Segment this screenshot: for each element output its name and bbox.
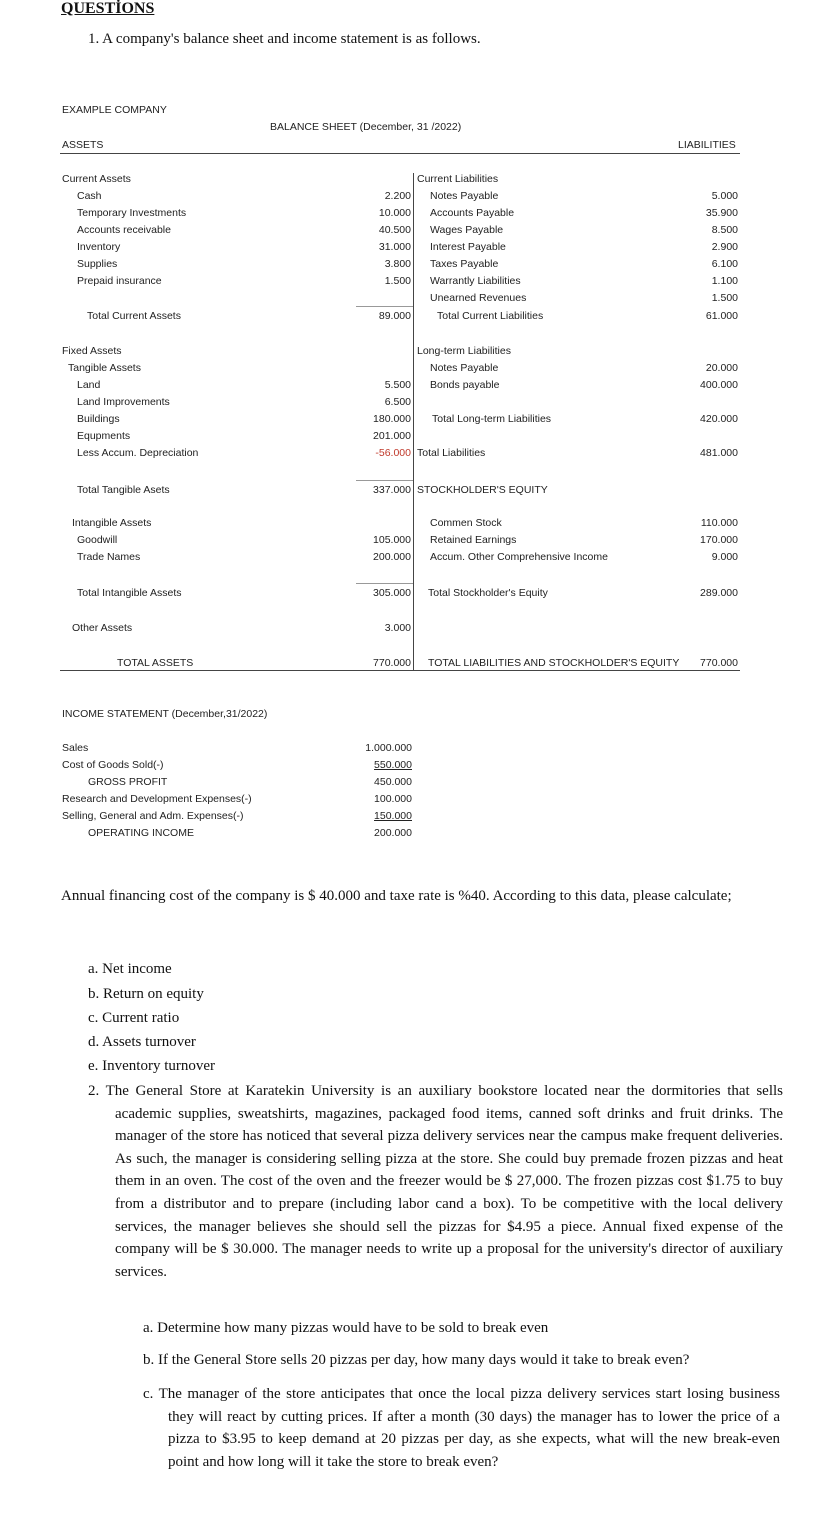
income-label: OPERATING INCOME	[88, 827, 194, 839]
asset-label: Total Intangible Assets	[77, 587, 182, 599]
asset-label: Equpments	[77, 430, 131, 442]
income-value: 1.000.000	[365, 742, 412, 754]
liability-label: Accum. Other Comprehensive Income	[430, 551, 608, 563]
liability-value: 61.000	[705, 310, 738, 322]
liability-value: 20.000	[705, 362, 738, 374]
asset-value: 305.000	[373, 587, 411, 599]
asset-label: Less Accum. Depreciation	[77, 447, 199, 459]
asset-value: 2.200	[384, 190, 411, 202]
asset-label: Current Assets	[62, 173, 131, 185]
liability-label: Unearned Revenues	[430, 292, 527, 304]
liability-label: STOCKHOLDER'S EQUITY	[417, 484, 548, 496]
liability-value: 770.000	[700, 657, 738, 669]
asset-value: 201.000	[373, 430, 411, 442]
asset-value: 89.000	[378, 310, 411, 322]
question-1-item: e. Inventory turnover	[88, 1058, 216, 1074]
asset-label: Other Assets	[72, 622, 133, 634]
liability-value: 481.000	[700, 447, 738, 459]
asset-value: 6.500	[384, 396, 411, 408]
liability-value: 6.100	[711, 258, 738, 270]
left-total-rule	[356, 583, 413, 584]
asset-value: 3.800	[384, 258, 411, 270]
asset-label: Prepaid insurance	[77, 275, 162, 287]
income-value: 200.000	[374, 827, 412, 839]
question-1-item: c. Current ratio	[88, 1010, 180, 1026]
liability-label: Interest Payable	[430, 241, 506, 253]
liability-label: Retained Earnings	[430, 534, 517, 546]
question-2-item-b: b. If the General Store sells 20 pizzas per day, how many days would it take to break even?	[143, 1352, 690, 1368]
income-label: Selling, General and Adm. Expenses(-)	[62, 810, 244, 822]
liability-label: Wages Payable	[430, 224, 504, 236]
asset-label: Inventory	[77, 241, 121, 253]
liability-value: 289.000	[700, 587, 738, 599]
asset-value: -56.000	[375, 447, 411, 459]
asset-label: Trade Names	[77, 551, 141, 563]
asset-value: 10.000	[378, 207, 411, 219]
asset-value: 3.000	[384, 622, 411, 634]
asset-label: TOTAL ASSETS	[117, 657, 194, 669]
income-label: Sales	[62, 742, 89, 754]
asset-label: Buildings	[77, 413, 120, 425]
liability-label: Total Stockholder's Equity	[428, 587, 548, 599]
question-1-item: d. Assets turnover	[88, 1034, 196, 1050]
question-1-item: b. Return on equity	[88, 986, 204, 1002]
header-rule	[60, 153, 740, 154]
liability-value: 1.100	[711, 275, 738, 287]
company-name: EXAMPLE COMPANY	[62, 104, 167, 116]
asset-label: Total Current Assets	[87, 310, 181, 322]
liability-value: 35.900	[705, 207, 738, 219]
asset-value: 200.000	[373, 551, 411, 563]
question-2-text: 2. The General Store at Karatekin University is an auxiliary bookstore located near the dormitories that sells academic supplies, sweatshirts, magazines, packaged food items, canned soft drinks and fruit drinks. The manager of the store has noticed that several pizza delivery services near the campus make frequent deliveries. As such, the manager is considering selling pizza at the store. She could buy premade frozen pizzas and heat them in an oven. The cost of the oven and the freezer would be $ 27,000. The frozen pizzas cost $1.75 to buy from a distributor and to prepare (including labor cand a box). To be competitive with the local delivery services, the manager believes she should sell the pizzas for $4.95 a piece. Annual fixed expense of the company will be $ 30.000. The manager needs to write up a proposal for the university's director of auxiliary services.	[88, 1083, 783, 1280]
asset-label: Goodwill	[77, 534, 118, 546]
income-value: 450.000	[374, 776, 412, 788]
question-1-item: a. Net income	[88, 961, 172, 977]
column-divider	[413, 173, 414, 670]
question-2-item-a: a. Determine how many pizzas would have to be sold to break even	[143, 1320, 549, 1336]
asset-value: 770.000	[373, 657, 411, 669]
asset-value: 40.500	[378, 224, 411, 236]
income-value: 100.000	[374, 793, 412, 805]
income-label: GROSS PROFIT	[88, 776, 168, 788]
left-total-rule	[356, 306, 413, 307]
liability-label: Commen Stock	[430, 517, 502, 529]
liability-label: Current Liabilities	[417, 173, 499, 185]
liability-value: 110.000	[700, 517, 738, 529]
question-1-intro: 1. A company's balance sheet and income statement is as follows.	[88, 31, 481, 47]
asset-label: Temporary Investments	[77, 207, 187, 219]
income-label: Cost of Goods Sold(-)	[62, 759, 164, 771]
asset-label: Land Improvements	[77, 396, 170, 408]
asset-label: Fixed Assets	[62, 345, 122, 357]
liability-label: Total Current Liabilities	[437, 310, 544, 322]
liability-label: Total Long-term Liabilities	[432, 413, 552, 425]
liability-value: 400.000	[700, 379, 738, 391]
income-value: 150.000	[374, 810, 412, 822]
asset-value: 31.000	[378, 241, 411, 253]
asset-label: Land	[77, 379, 101, 391]
liability-value: 9.000	[711, 551, 738, 563]
question-2-item-c: c. The manager of the store anticipates that once the local pizza delivery services start losing business they will react by cutting prices. If after a month (30 days) the manager has to lower the price of a pizza to $3.95 to keep demand at 20 pizzas per day, as she expects, what will the new break-even point and how long will it take the store to break even?	[143, 1386, 780, 1470]
assets-header: ASSETS	[62, 139, 104, 151]
balance-sheet-title: BALANCE SHEET (December, 31 /2022)	[270, 121, 462, 133]
liability-label: Accounts Payable	[430, 207, 515, 219]
asset-value: 180.000	[373, 413, 411, 425]
liability-label: TOTAL LIABILITIES AND STOCKHOLDER'S EQUITY	[428, 657, 680, 669]
liability-label: Notes Payable	[430, 190, 499, 202]
liabilities-header: LIABILITIES	[678, 139, 736, 151]
financing-text: Annual financing cost of the company is $ 40.000 and taxe rate is %40. According to this data, please calculate;	[61, 888, 732, 904]
asset-label: Accounts receivable	[77, 224, 171, 236]
asset-value: 5.500	[384, 379, 411, 391]
liability-label: Bonds payable	[430, 379, 500, 391]
liability-value: 8.500	[711, 224, 738, 236]
liability-label: Taxes Payable	[430, 258, 499, 270]
asset-label: Cash	[77, 190, 102, 202]
liability-label: Long-term Liabilities	[417, 345, 511, 357]
asset-label: Total Tangible Asets	[77, 484, 170, 496]
left-total-rule	[356, 480, 413, 481]
asset-label: Tangible Assets	[68, 362, 141, 374]
asset-label: Supplies	[77, 258, 118, 270]
asset-value: 1.500	[384, 275, 411, 287]
asset-value: 337.000	[373, 484, 411, 496]
income-statement-title: INCOME STATEMENT (December,31/2022)	[62, 708, 268, 720]
liability-label: Notes Payable	[430, 362, 499, 374]
liability-value: 420.000	[700, 413, 738, 425]
liability-label: Total Liabilities	[417, 447, 486, 459]
liability-value: 2.900	[711, 241, 738, 253]
income-label: Research and Development Expenses(-)	[62, 793, 252, 805]
liability-value: 170.000	[700, 534, 738, 546]
income-value: 550.000	[374, 759, 412, 771]
asset-value: 105.000	[373, 534, 411, 546]
liability-label: Warrantly Liabilities	[430, 275, 521, 287]
liability-value: 1.500	[711, 292, 738, 304]
footer-rule	[60, 670, 740, 671]
page-heading: QUESTİONS	[61, 0, 155, 17]
asset-label: Intangible Assets	[72, 517, 152, 529]
liability-value: 5.000	[711, 190, 738, 202]
